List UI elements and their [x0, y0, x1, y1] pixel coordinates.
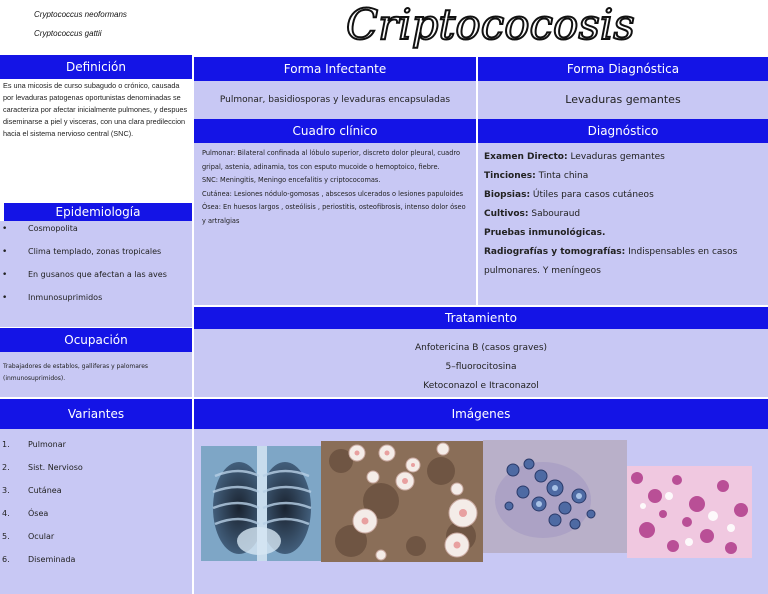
- epi-item: • Inmunosuprimidos: [0, 292, 192, 304]
- forma-infectante-text: Pulmonar, basidiosporas y levaduras encapsuladas: [219, 95, 451, 105]
- epidemiologia-header: Epidemiología: [4, 203, 192, 221]
- cuadro-clinico-header: Cuadro clínico: [194, 119, 476, 143]
- cuadro-pulmonar: Pulmonar: Bilateral confinada al lóbulo superior, discreto dolor pleural, cuadro gripal, astenia, adinamia, tos con esputo mucoide o hemoptoico, fiebre.: [202, 149, 461, 171]
- forma-diagnostica-panel: [478, 81, 768, 119]
- cuadro-osea: Ósea: En huesos largos , osteólisis , periostitis, osteofibrosis, intenso dolor óseo y artralgias: [202, 203, 466, 225]
- cuadro-cutanea: Cutánea: Lesiones nódulo-gomosas , abscesos ulcerados o lesiones papuloides: [202, 189, 464, 198]
- diag-cultivos: Cultivos: Sabouraud: [484, 209, 581, 219]
- diag-tinciones: Tinciones: Tinta china: [484, 171, 589, 181]
- ocupacion-panel: [0, 352, 192, 397]
- epi-item: • En gusanos que afectan a las aves: [0, 269, 170, 281]
- ocupacion-header: Ocupación: [0, 328, 192, 352]
- diagnostico-header: Diagnóstico: [478, 119, 768, 143]
- imagenes-header: Imágenes: [194, 399, 768, 429]
- tratamiento-panel: [194, 329, 768, 397]
- ocupacion-text: Trabajadores de establos, galliferas y palomares (inmunosuprimidos).: [3, 363, 149, 382]
- variante-item: 4. Ósea: [2, 509, 49, 518]
- species-gattii: Cryptococcus gattii: [34, 29, 102, 38]
- variante-item: 6. Diseminada: [2, 555, 76, 564]
- tratamiento-header: Tratamiento: [194, 307, 768, 329]
- diag-radiografias: Radiografías y tomografías: Indispensables en casos pulmonares. Y meníngeos: [484, 247, 738, 276]
- diag-examen-directo: Examen Directo: Levaduras gemantes: [484, 152, 665, 162]
- epi-item: • Cosmopolita: [0, 223, 192, 235]
- cuadro-snc: SNC: Meningitis, Meningo encefalitis y criptococomas.: [202, 176, 381, 184]
- india-ink-image: [321, 441, 483, 562]
- variantes-header: Variantes: [0, 399, 192, 429]
- species-neoformans: Cryptococcus neoformans: [34, 10, 127, 19]
- definicion-header: Definición: [0, 55, 192, 79]
- forma-diagnostica-text: Levaduras gemantes: [565, 93, 681, 106]
- tratamiento-item: Anfotericina B (casos graves): [414, 343, 548, 353]
- forma-infectante-panel: [194, 81, 476, 119]
- epidemiologia-panel: [0, 221, 192, 327]
- cuadro-clinico-panel: [194, 143, 476, 305]
- page-title: Criptococosis: [346, 0, 635, 49]
- variante-item: 2. Sist. Nervioso: [2, 463, 83, 472]
- diag-biopsias: Biopsias: Útiles para casos cutáneos: [484, 190, 654, 200]
- diagnostico-panel: [478, 143, 768, 305]
- histology-image: [627, 466, 752, 558]
- variantes-panel: [0, 429, 192, 594]
- diag-pruebas: Pruebas inmunológicas.: [484, 228, 606, 238]
- stained-yeast-image: [483, 440, 627, 553]
- variante-item: 1. Pulmonar: [2, 440, 66, 449]
- epi-item: • Clima templado, zonas tropicales: [0, 246, 192, 258]
- variante-item: 3. Cutánea: [2, 486, 62, 495]
- forma-diagnostica-header: Forma Diagnóstica: [478, 57, 768, 81]
- chest-xray-image: [201, 446, 321, 561]
- tratamiento-item: Ketoconazol e Itraconazol: [423, 381, 539, 391]
- definicion-text: Es una micosis de curso subagudo o crónico, causada por levaduras patogenas oportunistas denominadas se caracteriza por afectar inicialmente pulmones, y despues diseminarse a piel y visceras, con una clara predileccion hacia el sistema nervioso central (SNC).: [3, 81, 188, 138]
- forma-infectante-header: Forma Infectante: [194, 57, 476, 81]
- tratamiento-item: 5–fluorocitosina: [445, 362, 517, 372]
- variante-item: 5. Ocular: [2, 532, 55, 541]
